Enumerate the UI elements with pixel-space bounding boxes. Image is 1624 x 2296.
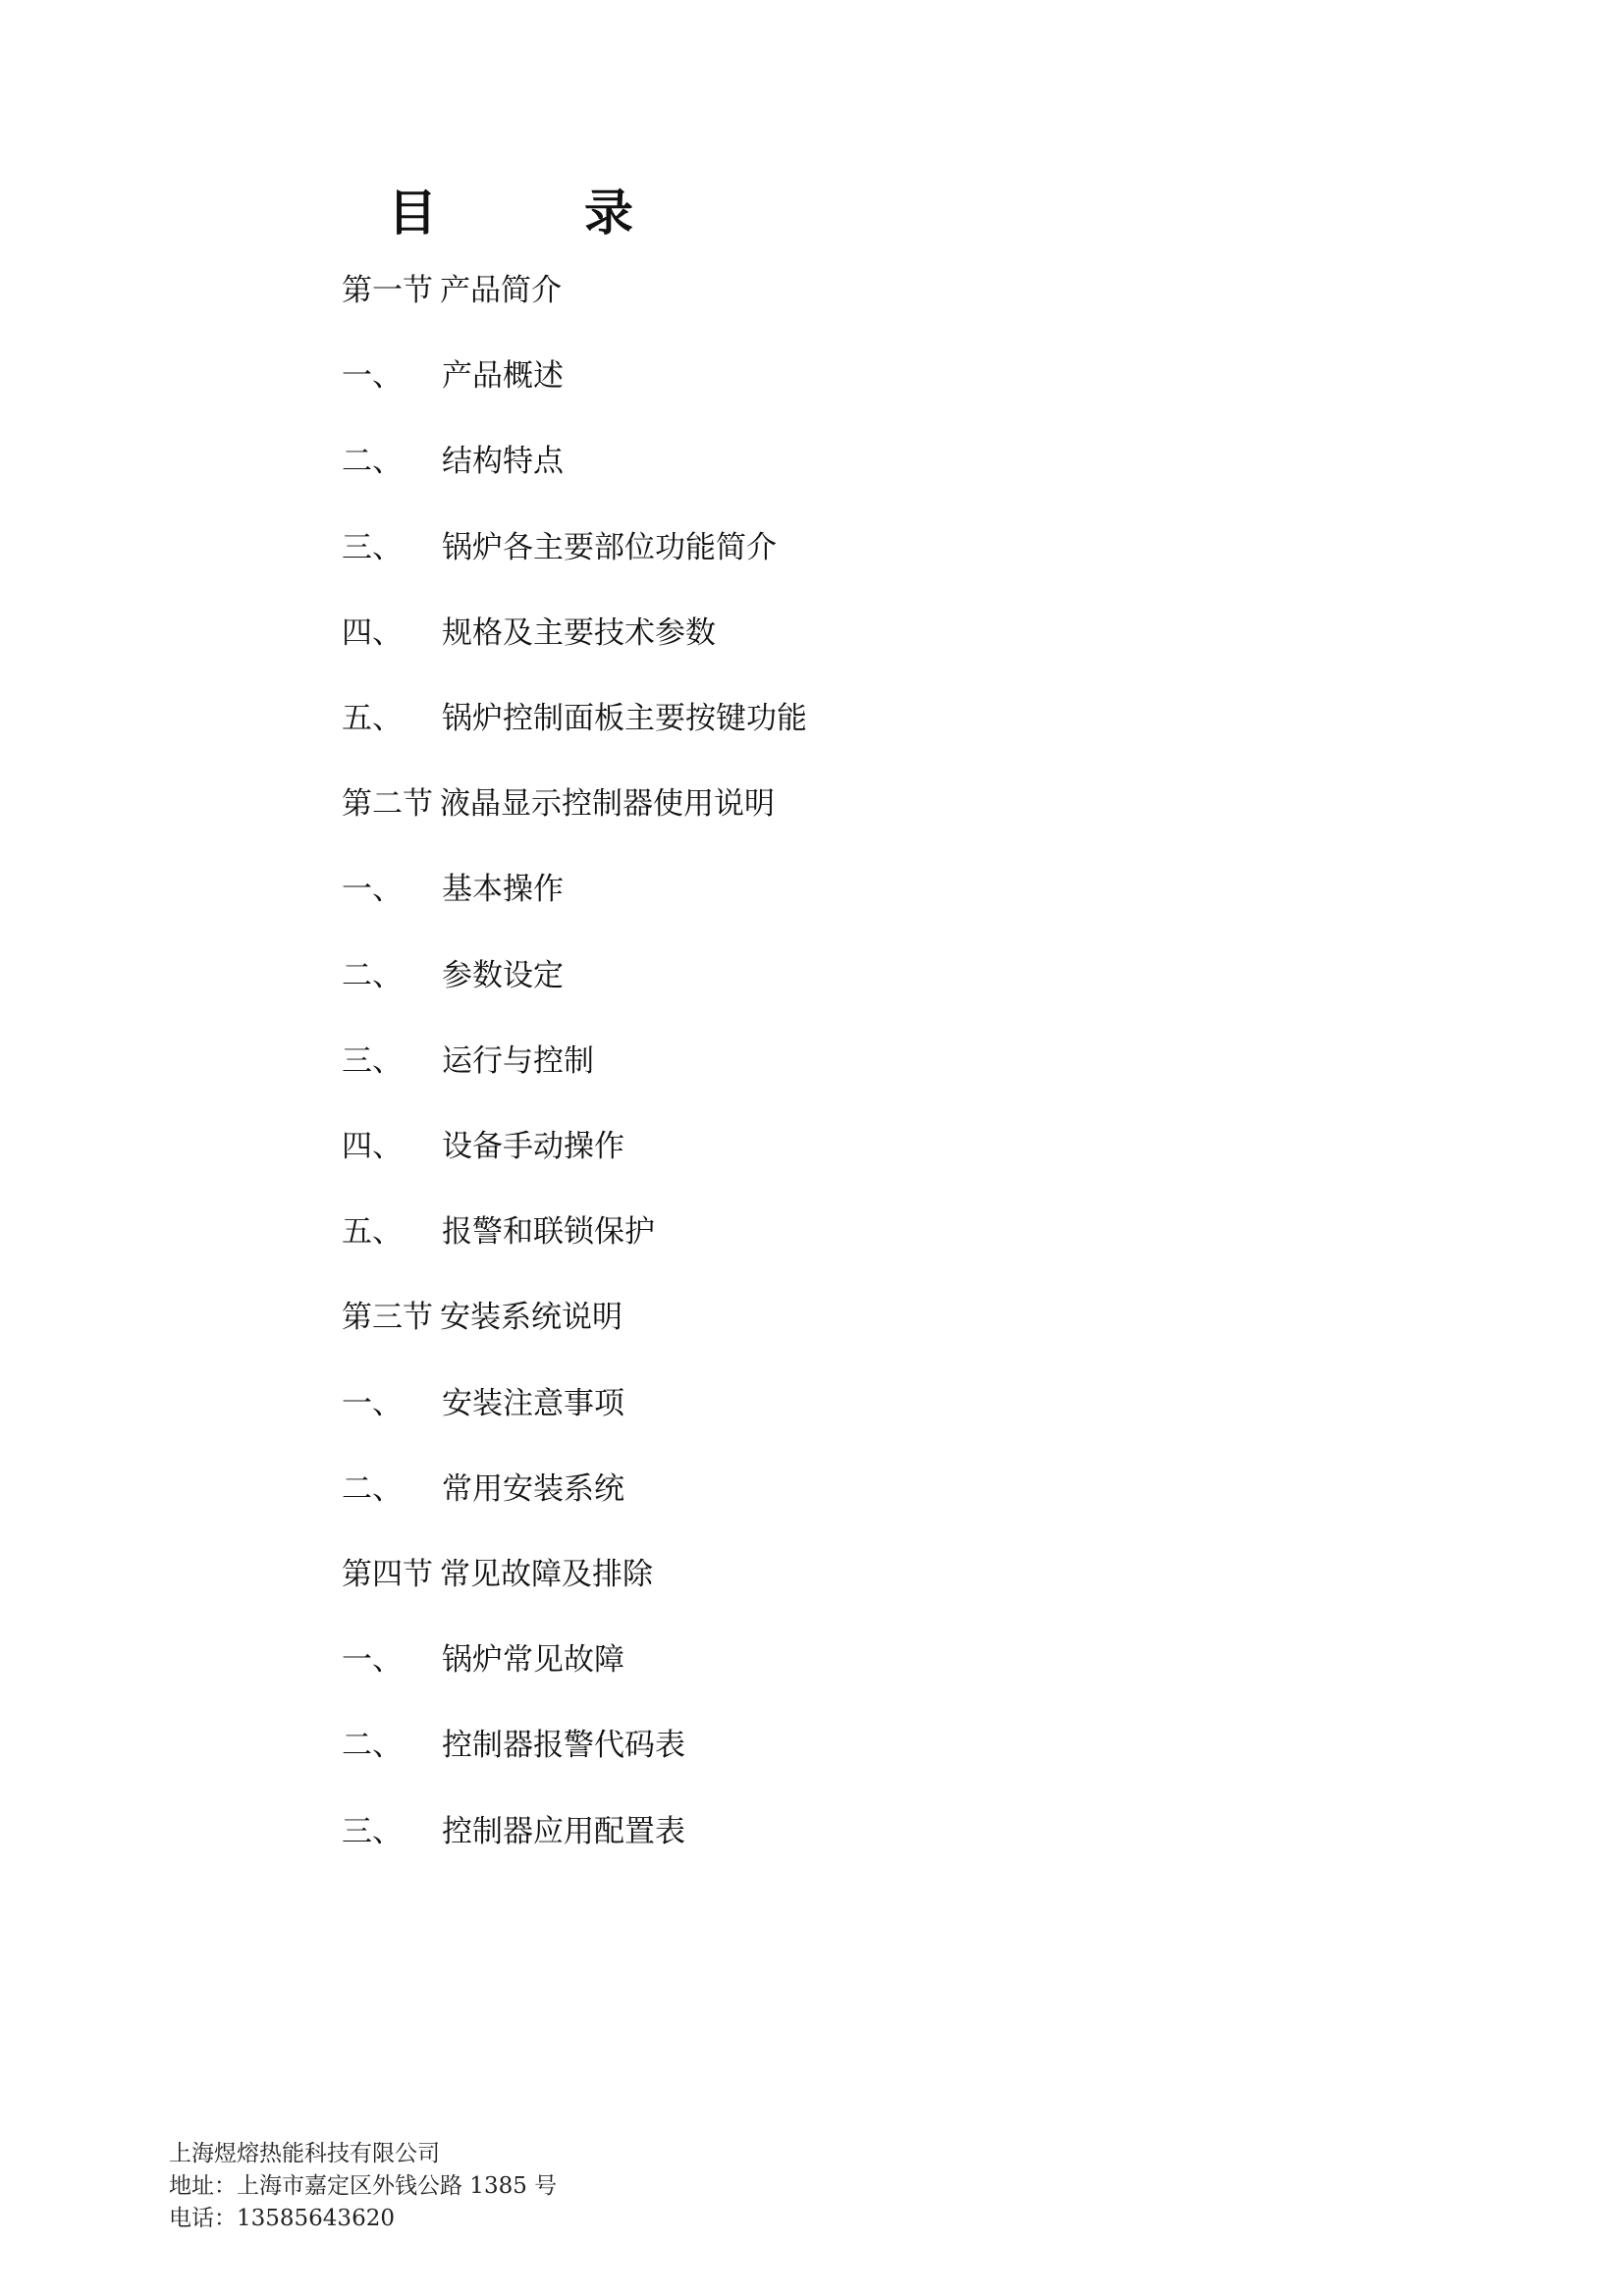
- toc-item: [342, 952, 564, 999]
- toc-section-title: 液晶显示控制器使用说明: [440, 786, 775, 823]
- toc-item: [342, 352, 564, 400]
- toc-item: [342, 1038, 594, 1085]
- toc-item: [342, 1123, 624, 1170]
- toc-section-number: 第一节: [342, 273, 433, 308]
- toc-item-title: 报警和联锁保护: [442, 1214, 655, 1251]
- toc-heading-char-2: 录: [584, 185, 633, 241]
- toc-item-title: 锅炉各主要部位功能简介: [442, 529, 777, 565]
- toc-item-title: 设备手动操作: [442, 1129, 624, 1164]
- toc-section: [342, 780, 775, 828]
- footer: [169, 2138, 557, 2235]
- toc-section: [342, 267, 562, 314]
- toc-item: [342, 1808, 685, 1855]
- toc-item-number: 二、: [342, 1470, 403, 1507]
- toc-item-number: 五、: [342, 701, 403, 736]
- toc-item-title: 控制器应用配置表: [442, 1813, 685, 1849]
- toc-item-title: 控制器报警代码表: [442, 1728, 685, 1764]
- toc-item-number: 五、: [342, 1214, 403, 1251]
- toc-heading-char-1: 目: [388, 185, 437, 241]
- toc-item-number: 一、: [342, 358, 403, 395]
- footer-phone: 电话：13585643620: [169, 2206, 395, 2231]
- toc-item-number: 四、: [342, 1129, 403, 1164]
- footer-address: 地址：上海市嘉定区外钱公路 1385 号: [169, 2173, 558, 2199]
- toc-item: [342, 524, 777, 571]
- toc-section: [342, 1551, 653, 1598]
- toc-item-number: 一、: [342, 872, 403, 908]
- toc-item: [342, 1208, 655, 1255]
- toc-item: [342, 1722, 685, 1769]
- toc-section-title: 产品简介: [440, 273, 562, 308]
- toc-item-title: 结构特点: [442, 444, 564, 480]
- toc-item-number: 四、: [342, 614, 403, 651]
- toc-item-title: 规格及主要技术参数: [442, 614, 716, 651]
- toc-section-title: 安装系统说明: [440, 1300, 623, 1336]
- toc-item-title: 锅炉常见故障: [442, 1642, 624, 1679]
- toc-item-number: 三、: [342, 1042, 403, 1079]
- footer-company: 上海煜熔热能科技有限公司: [169, 2141, 440, 2166]
- toc-item-title: 产品概述: [442, 358, 564, 395]
- toc-item-title: 基本操作: [442, 872, 564, 908]
- toc-item-title: 参数设定: [442, 957, 564, 993]
- toc-item-title: 安装注意事项: [442, 1385, 624, 1421]
- toc-item-title: 锅炉控制面板主要按键功能: [442, 701, 807, 736]
- toc-item: [342, 866, 564, 913]
- toc-item: [342, 695, 807, 742]
- toc-item: [342, 610, 716, 657]
- toc-item-number: 三、: [342, 529, 403, 565]
- toc-item-number: 一、: [342, 1642, 403, 1679]
- toc-item-title: 运行与控制: [442, 1042, 594, 1079]
- toc-item: [342, 438, 564, 485]
- toc-item: [342, 1466, 624, 1513]
- toc-item: [342, 1636, 624, 1683]
- toc-item-number: 二、: [342, 957, 403, 993]
- toc-item-number: 一、: [342, 1385, 403, 1421]
- toc-item-number: 二、: [342, 444, 403, 480]
- toc-section-number: 第四节: [342, 1557, 433, 1592]
- toc-item-number: 二、: [342, 1728, 403, 1764]
- toc-section: [342, 1294, 623, 1341]
- toc-item: [342, 1380, 624, 1427]
- toc-section-number: 第三节: [342, 1300, 433, 1336]
- toc-section-title: 常见故障及排除: [440, 1557, 653, 1592]
- toc-item-number: 三、: [342, 1813, 403, 1849]
- toc-item-title: 常用安装系统: [442, 1470, 624, 1507]
- toc-section-number: 第二节: [342, 786, 433, 823]
